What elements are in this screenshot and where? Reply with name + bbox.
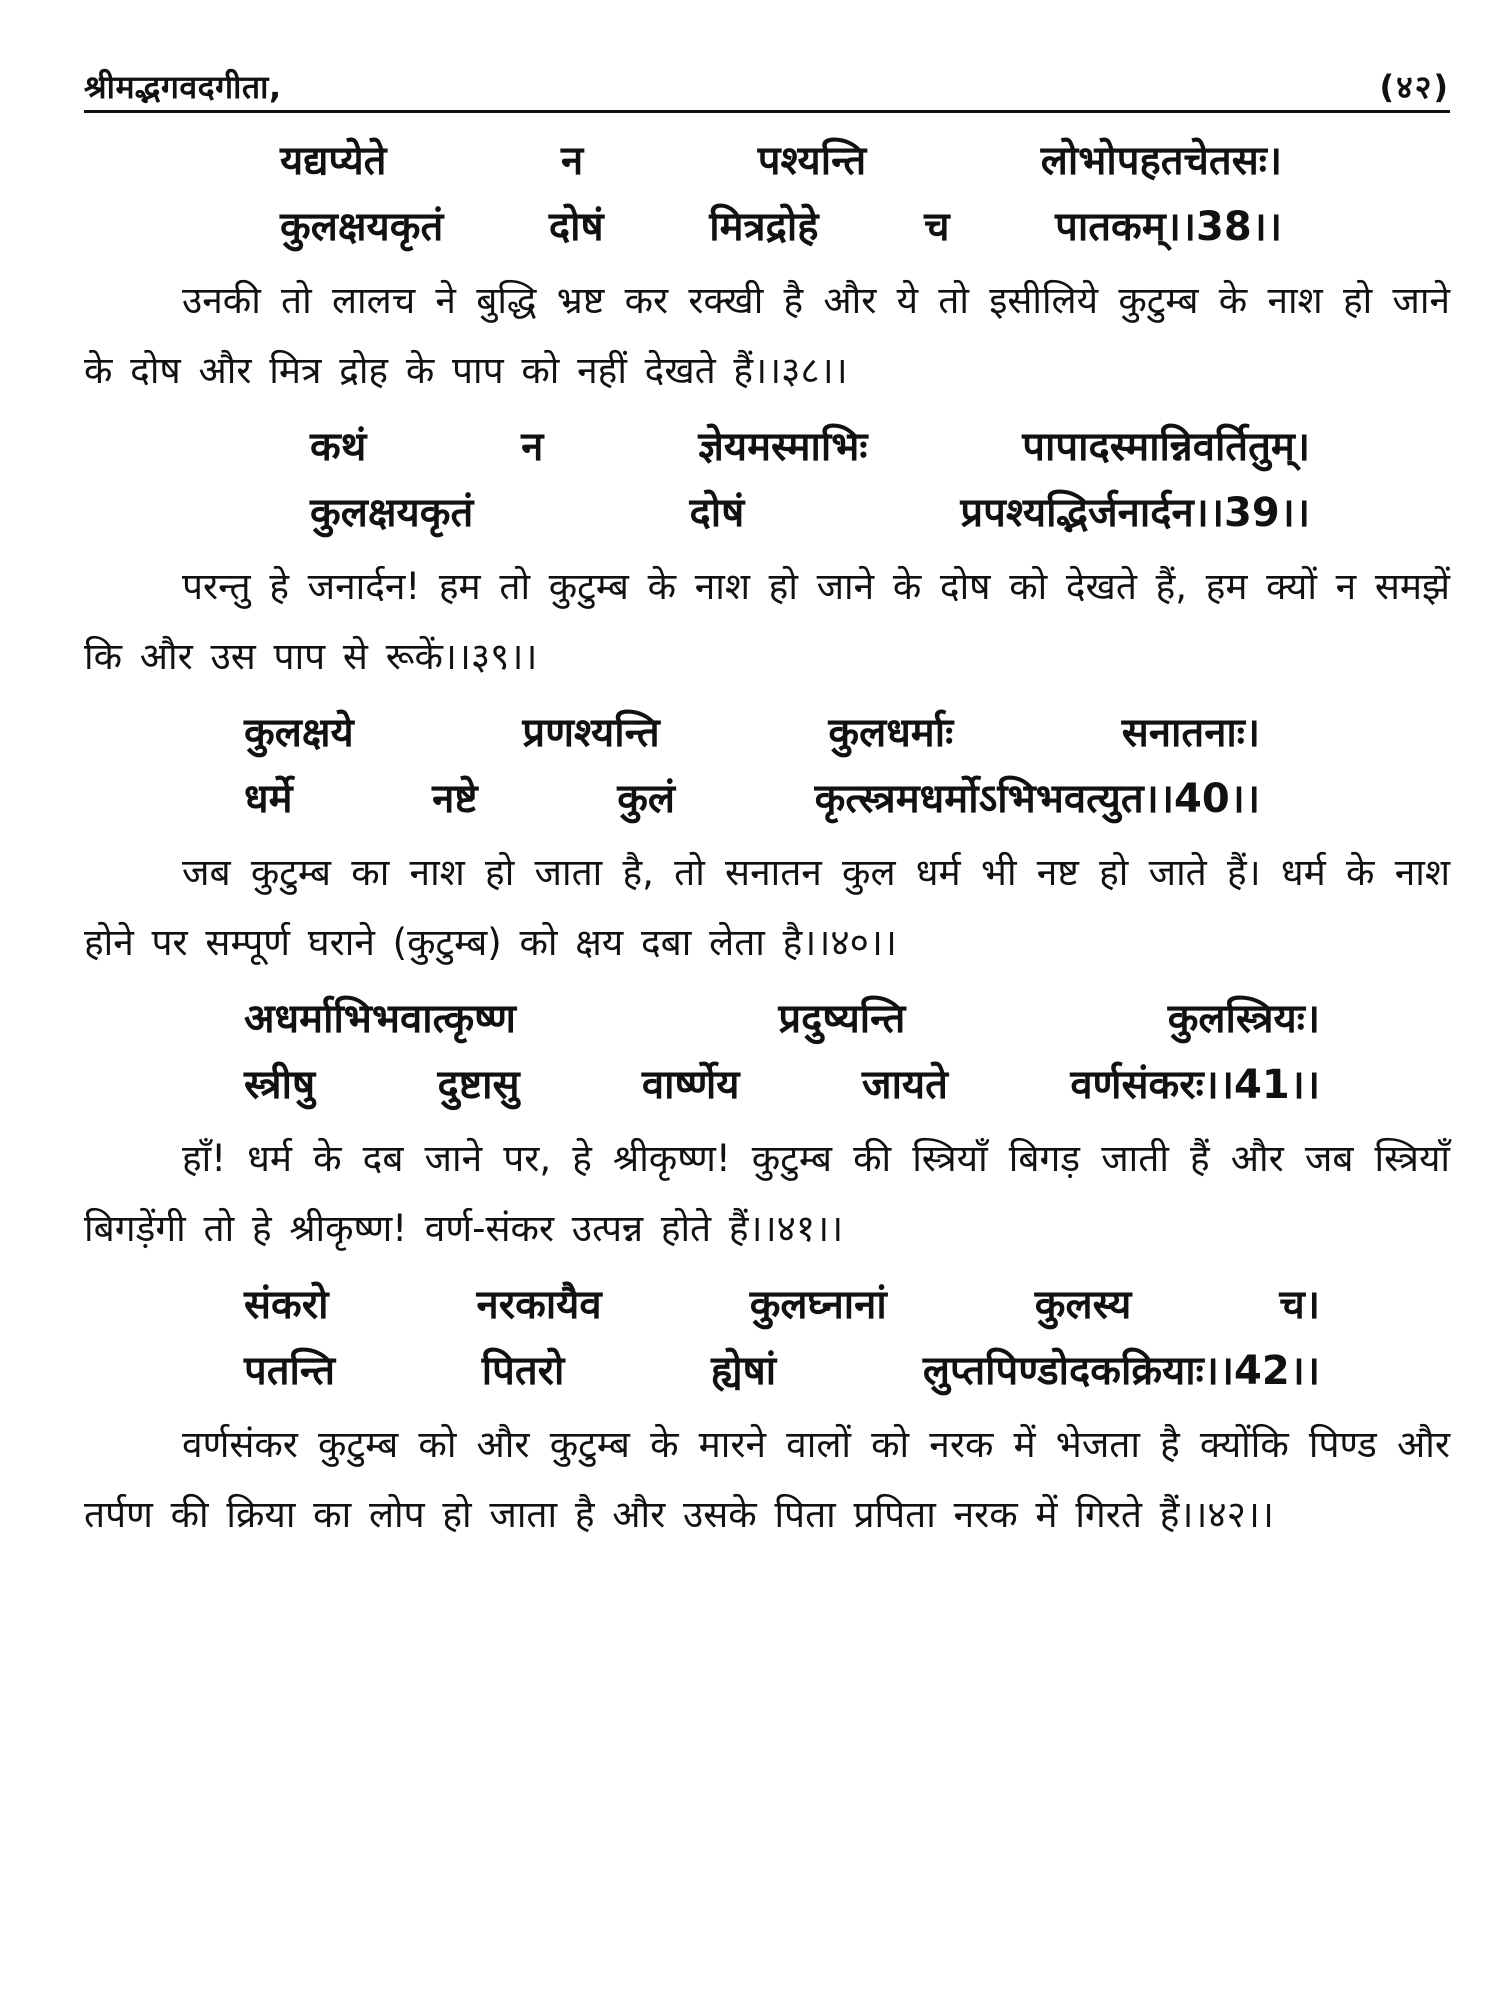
sanskrit-verse-38 [84,128,1450,260]
verse-line: कथं न ज्ञेयमस्माभिः पापादस्मान्निवर्तितुम्। [310,424,1310,470]
hindi-translation-40: जब कुटुम्ब का नाश हो जाता है, तो सनातन कुल धर्म भी नष्ट हो जाते हैं। धर्म के नाश होने पर सम्पूर्ण घराने (कुटुम्ब) को क्षय दबा लेता है।।४०।। [84,851,1450,964]
sanskrit-verse-42 [84,1272,1450,1404]
verse-line: कुलक्षये प्रणश्यन्ति कुलधर्माः सनातनाः। [244,710,1260,756]
verse-line: यद्यप्येते न पश्यन्ति लोभोपहतचेतसः। [280,138,1282,184]
sanskrit-verse-41 [84,986,1450,1118]
verse-line: संकरो नरकायैव कुलघ्नानां कुलस्य च। [244,1282,1320,1328]
book-title: श्रीमद्भगवदगीता, [84,68,282,106]
verse-line: स्त्रीषु दुष्टासु वार्ष्णेय जायते वर्णसंकरः।।41।। [244,1062,1320,1108]
hindi-translation-39: परन्तु हे जनार्दन! हम तो कुटुम्ब के नाश हो जाने के दोष को देखते हैं, हम क्यों न समझें कि और उस पाप से रूकें।।३९।। [84,565,1450,678]
verse-line: अधर्माभिभवात्कृष्ण प्रदुष्यन्ति कुलस्त्रियः। [244,996,1320,1042]
hindi-translation-42: वर्णसंकर कुटुम्ब को और कुटुम्ब के मारने वालों को नरक में भेजता है क्योंकि पिण्ड और तर्पण की क्रिया का लोप हो जाता है और उसके पिता प्रपिता नरक में गिरते हैं।।४२।। [84,1423,1450,1536]
hindi-translation-38: उनकी तो लालच ने बुद्धि भ्रष्ट कर रक्खी है और ये तो इसीलिये कुटुम्ब के नाश हो जाने के दोष और मित्र द्रोह के पाप को नहीं देखते हैं।।३८।। [84,279,1450,392]
verse-line: पतन्ति पितरो ह्येषां लुप्तपिण्डोदकक्रियाः।।42।। [244,1348,1320,1394]
hindi-translation-41: हाँ! धर्म के दब जाने पर, हे श्रीकृष्ण! कुटुम्ब की स्त्रियाँ बिगड़ जाती हैं और जब स्त्रियाँ बिगड़ेंगी तो हे श्रीकृष्ण! वर्ण-संकर उत्पन्न होते हैं।।४१।। [84,1137,1450,1250]
verse-line: कुलक्षयकृतं दोषं मित्रद्रोहे च पातकम्।।38।। [280,204,1282,250]
page-number: (४२) [1379,68,1450,106]
sanskrit-verse-39 [84,414,1450,546]
verse-line: कुलक्षयकृतं दोषं प्रपश्यद्भिर्जनार्दन।।39।। [310,490,1310,536]
page-header [84,52,1450,108]
verse-line: धर्मे नष्टे कुलं कृत्स्त्रमधर्मोऽभिभवत्युत।।40।। [244,776,1260,822]
sanskrit-verse-40 [84,700,1450,832]
page-body [84,128,1450,1558]
header-divider [84,110,1450,113]
